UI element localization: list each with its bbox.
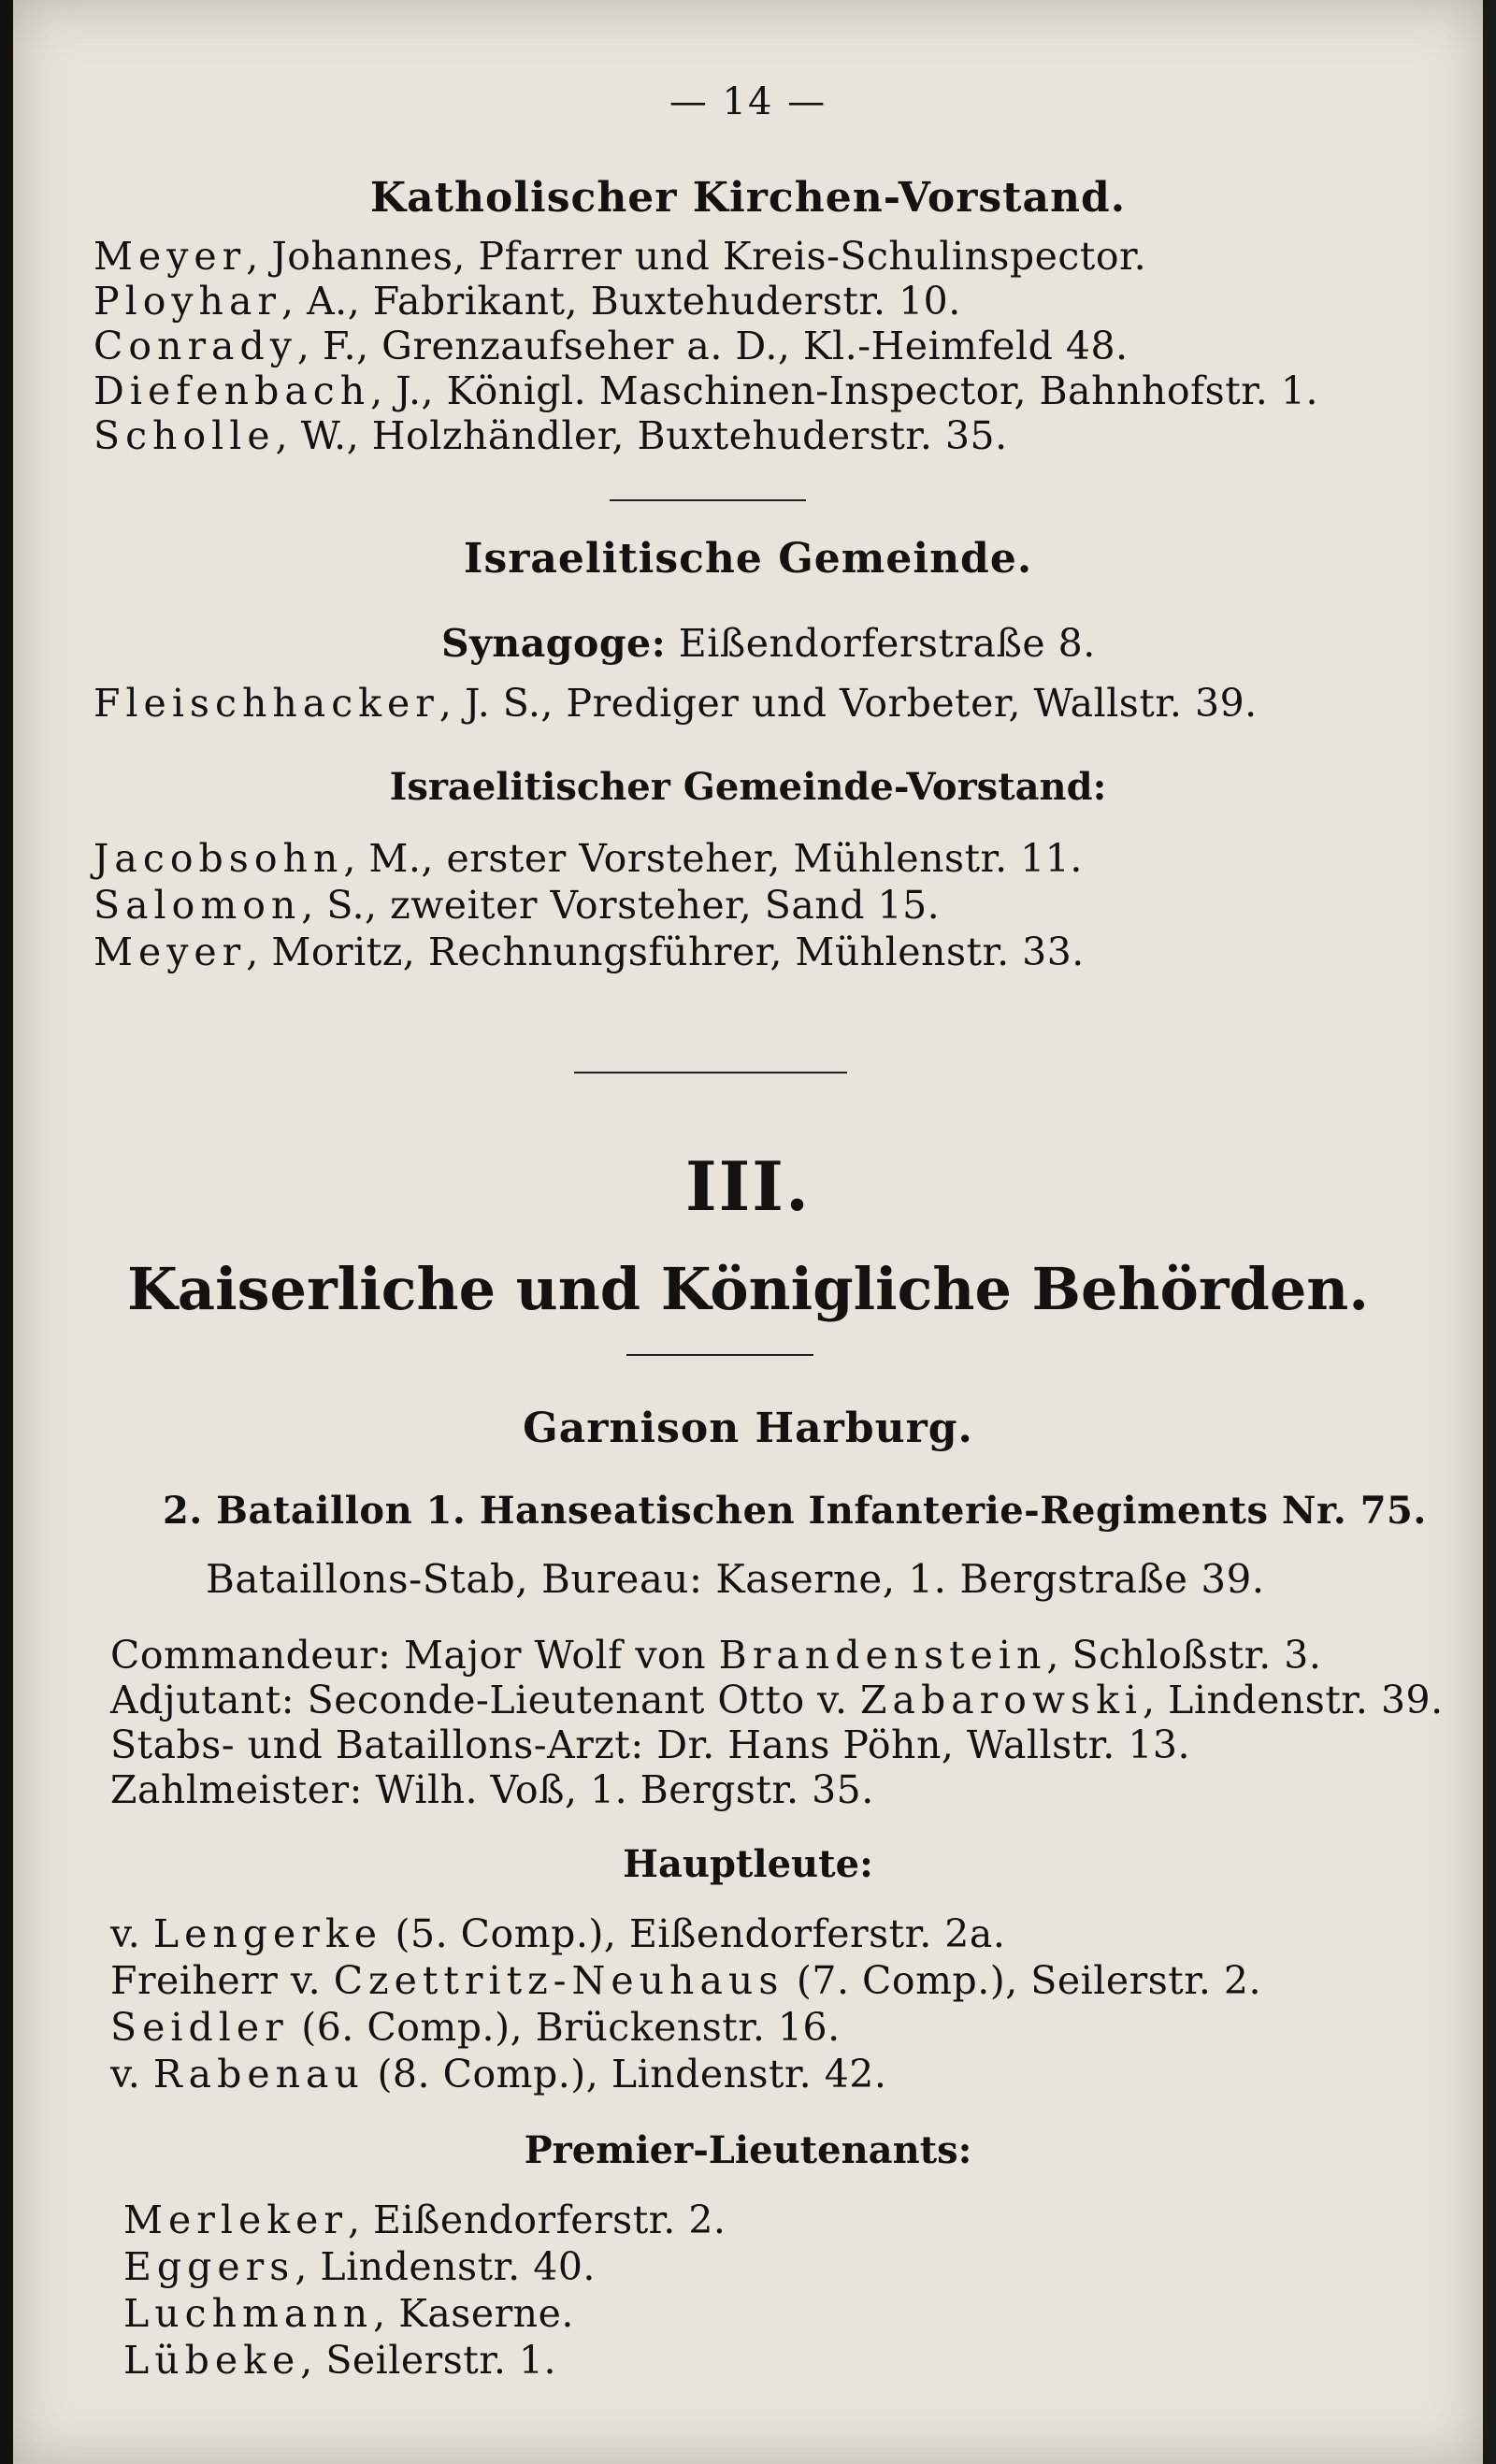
member-details: , Moritz, Rechnungsführer, Mühlenstr. 33. xyxy=(246,929,1085,974)
member-details: , J., Königl. Maschinen-Inspector, Bahnhofstr. 1. xyxy=(370,368,1318,413)
staff-commandeur xyxy=(110,1633,1321,1678)
staff-text: Commandeur: Major Wolf von xyxy=(110,1633,719,1678)
divider xyxy=(610,499,806,501)
list-item xyxy=(94,929,1085,974)
list-item xyxy=(94,324,1129,368)
list-item xyxy=(110,1958,1261,2003)
member-name: Jacobsohn xyxy=(94,836,344,881)
lieutenant-details: , Kaserne. xyxy=(373,2291,574,2336)
list-item xyxy=(94,368,1318,413)
member-details: , M., erster Vorsteher, Mühlenstr. 11. xyxy=(343,836,1083,881)
list-item xyxy=(94,883,940,928)
page-number: — 14 — xyxy=(669,80,827,123)
member-name: Salomon xyxy=(94,883,302,928)
list-item xyxy=(123,2197,726,2242)
left-page-edge xyxy=(0,0,13,2464)
lieutenant-name: Eggers xyxy=(123,2244,295,2289)
list-item xyxy=(110,2052,886,2097)
heading-premier-lieutenants: Premier-Lieutenants: xyxy=(524,2128,972,2172)
member-details: , F., Grenzaufseher a. D., Kl.-Heimfeld 48. xyxy=(296,324,1129,368)
battalion-title: 2. Bataillon 1. Hanseatischen Infanterie-Regiments Nr. 75. xyxy=(163,1489,1427,1533)
staff-address: , Schloßstr. 3. xyxy=(1046,1633,1322,1678)
prediger-name: Fleischhacker xyxy=(94,681,439,726)
synagoge-address: Eißendorferstraße 8. xyxy=(678,621,1096,666)
heading-hauptleute: Hauptleute: xyxy=(623,1842,873,1886)
member-details: , Johannes, Pfarrer und Kreis-Schulinspector. xyxy=(246,234,1147,279)
hauptmann-name: Rabenau xyxy=(152,2052,365,2097)
lieutenant-name: Lübeke xyxy=(123,2338,301,2383)
hauptmann-details: (6. Comp.), Brückenstr. 16. xyxy=(288,2005,841,2050)
lieutenant-details: , Seilerstr. 1. xyxy=(300,2338,557,2383)
member-name: Conrady xyxy=(94,324,297,368)
hauptmann-prefix: v. xyxy=(110,1911,153,1956)
member-details: , W., Holzhändler, Buxtehuderstr. 35. xyxy=(275,413,1008,458)
hauptmann-details: (7. Comp.), Seilerstr. 2. xyxy=(784,1958,1262,2003)
staff-text: Adjutant: Seconde-Lieutenant Otto v. xyxy=(110,1678,861,1722)
section-title: Kaiserliche und Königliche Behörden. xyxy=(127,1255,1369,1323)
lieutenant-name: Luchmann xyxy=(123,2291,374,2336)
staff-text: Stabs- und Bataillons-Arzt: Dr. Hans Pöhn, Wallstr. 13. xyxy=(110,1722,1191,1767)
divider xyxy=(574,1072,847,1073)
hauptmann-name: Seidler xyxy=(110,2005,289,2050)
heading-israelitische-gemeinde: Israelitische Gemeinde. xyxy=(463,535,1033,583)
bataillons-stab-line: Bataillons-Stab, Bureau: Kaserne, 1. Bergstraße 39. xyxy=(206,1556,1265,1602)
list-item xyxy=(123,2338,556,2383)
divider xyxy=(626,1354,813,1356)
synagoge-line xyxy=(441,621,1096,666)
member-name: Diefenbach xyxy=(94,368,371,413)
member-details: , A., Fabrikant, Buxtehuderstr. 10. xyxy=(281,279,961,324)
staff-text: Zahlmeister: Wilh. Voß, 1. Bergstr. 35. xyxy=(110,1767,874,1812)
list-item xyxy=(94,413,1008,458)
heading-garnison-harburg: Garnison Harburg. xyxy=(523,1405,973,1452)
prediger-details: , J. S., Prediger und Vorbeter, Wallstr. 39. xyxy=(439,681,1258,726)
staff-zahlmeister xyxy=(110,1767,874,1812)
hauptmann-name: Lengerke xyxy=(152,1911,382,1956)
list-item xyxy=(123,2291,574,2336)
lieutenant-details: , Lindenstr. 40. xyxy=(295,2244,596,2289)
right-page-edge xyxy=(1483,0,1496,2464)
member-name: Ployhar xyxy=(94,279,281,324)
hauptmann-details: (5. Comp.), Eißendorferstr. 2a. xyxy=(382,1911,1006,1956)
document-page xyxy=(13,0,1483,2464)
member-name: Meyer xyxy=(94,234,247,279)
staff-address: , Lindenstr. 39. xyxy=(1143,1678,1444,1722)
staff-arzt xyxy=(110,1722,1190,1767)
list-item xyxy=(123,2244,596,2289)
list-item xyxy=(94,279,961,324)
heading-israelitischer-gemeinde-vorstand: Israelitischer Gemeinde-Vorstand: xyxy=(389,765,1107,809)
list-item xyxy=(110,1911,1005,1956)
hauptmann-details: (8. Comp.), Lindenstr. 42. xyxy=(364,2052,887,2097)
hauptmann-prefix: v. xyxy=(110,2052,153,2097)
staff-adjutant xyxy=(110,1678,1444,1722)
synagoge-label: Synagoge: xyxy=(441,621,667,666)
heading-katholischer-kirchen-vorstand: Katholischer Kirchen-Vorstand. xyxy=(369,174,1127,222)
list-item xyxy=(94,836,1083,881)
section-number: III. xyxy=(684,1146,812,1226)
hauptmann-name: Czettritz-Neuhaus xyxy=(333,1958,784,2003)
member-name: Scholle xyxy=(94,413,276,458)
staff-name: Brandenstein xyxy=(718,1633,1047,1678)
member-name: Meyer xyxy=(94,929,247,974)
lieutenant-name: Merleker xyxy=(123,2197,348,2242)
prediger-line xyxy=(94,681,1258,726)
lieutenant-details: , Eißendorferstr. 2. xyxy=(347,2197,726,2242)
list-item xyxy=(94,234,1146,279)
member-details: , S., zweiter Vorsteher, Sand 15. xyxy=(301,883,941,928)
staff-name: Zabarowski xyxy=(860,1678,1144,1722)
hauptmann-prefix: Freiherr v. xyxy=(110,1958,334,2003)
list-item xyxy=(110,2005,841,2050)
